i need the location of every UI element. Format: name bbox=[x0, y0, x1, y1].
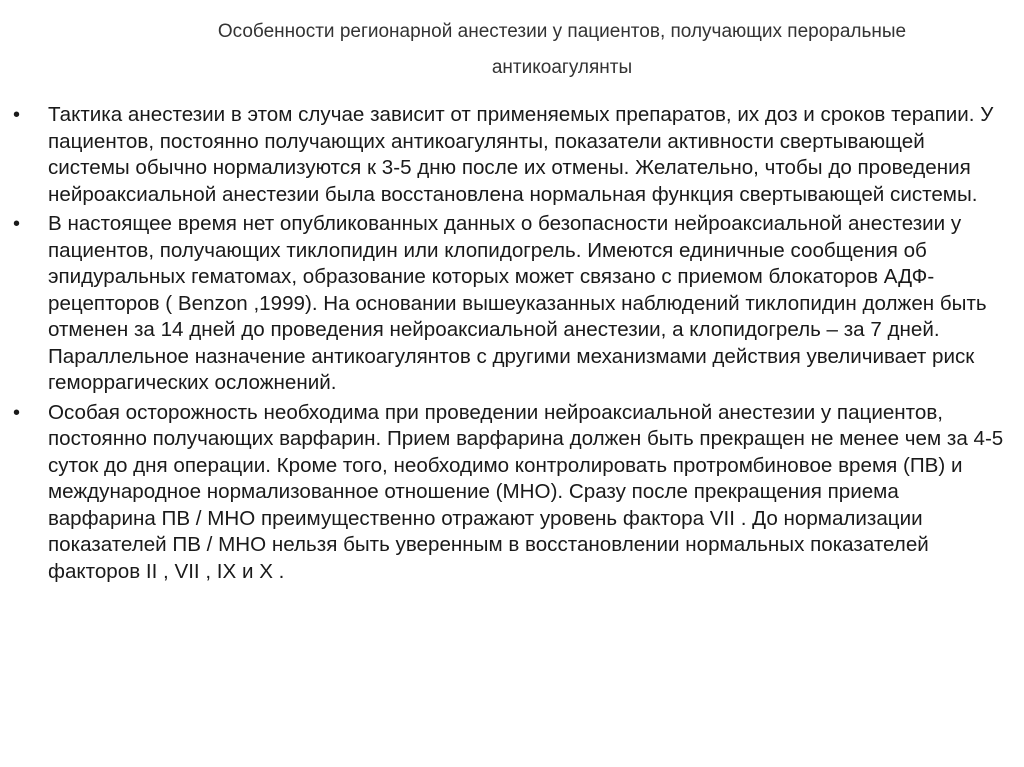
slide-title-line-2: антикоагулянты bbox=[491, 57, 633, 78]
slide-title-line-1: Особенности регионарной анестезии у пациентов, получающих пероральные bbox=[217, 21, 907, 42]
slide-title bbox=[70, 14, 1024, 86]
paragraph-text: Особая осторожность необходима при проведении нейроаксиальной анестезии у пациентов, постоянно получающих варфарин. Прием варфарина должен быть прекращен не менее чем за 4-5 суток до дня операции. Кроме того, необходимо контролировать протромбиновое время (ПВ) и международное нормализованное отношение (МНО). Сразу после прекращения приема варфарина ПВ / МНО преимущественно отражают уровень фактора VII . До нормализации показателей ПВ / МНО нельзя быть уверенным в восстановлении нормальных показателей факторов II , VII , IX и X . bbox=[48, 400, 1004, 583]
bullet-paragraph-2 bbox=[13, 211, 1010, 397]
bullet-point-icon: • bbox=[13, 213, 21, 235]
bullet-list bbox=[13, 102, 1010, 588]
paragraph-text: В настоящее время нет опубликованных данных о безопасности нейроаксиальной анестезии у пациентов, получающих тиклопидин или клопидогрель. Имеются единичные сообщения об эпидуральных гематомах, образование которых может связано с приемом блокаторов АДФ-рецепторов ( Benzon ,1999). На основании вышеуказанных наблюдений тиклопидин должен быть отменен за 14 дней до проведения нейроаксиальной анестезии, а клопидогрель – за 7 дней. Параллельное назначение антикоагулянтов с другими механизмами действия увеличивает риск геморрагических осложнений. bbox=[48, 212, 987, 394]
bullet-paragraph-3 bbox=[13, 400, 1010, 586]
bullet-point-icon: • bbox=[13, 104, 21, 126]
paragraph-text: Тактика анестезии в этом случае зависит от применяемых препаратов, их доз и сроков терапии. У пациентов, постоянно получающих антикоагулянты, показатели активности свертывающей системы обычно нормализуются к 3-5 дню после их отмены. Желательно, чтобы до проведения нейроаксиальной анестезии была восстановлена нормальная функция свертывающей системы. bbox=[48, 103, 994, 206]
bullet-point-icon: • bbox=[13, 401, 21, 424]
bullet-paragraph-1 bbox=[13, 102, 1010, 208]
